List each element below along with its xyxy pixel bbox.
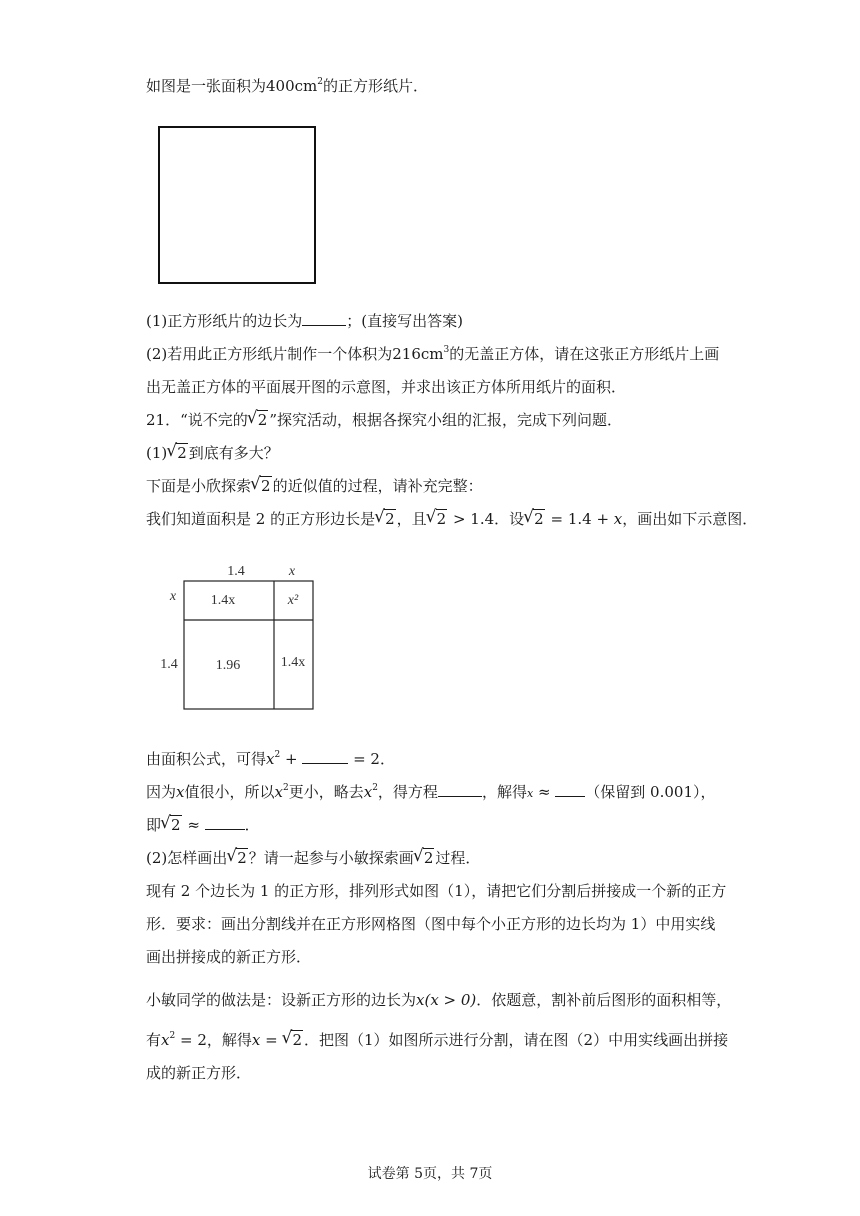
text: ≈ <box>182 816 205 834</box>
sqrt-symbol <box>414 848 435 868</box>
answer-blank[interactable] <box>555 782 585 797</box>
text: (1)正方形纸片的边长为 <box>146 312 303 330</box>
radicand: 2 <box>423 849 434 867</box>
cell-1-96: 1.96 <box>215 658 241 673</box>
text: 如图是一张面积为400cm <box>146 77 318 95</box>
variable-x: x <box>266 750 275 768</box>
text: 过程． <box>435 849 481 867</box>
radicand: 2 <box>177 444 187 462</box>
text: ． <box>244 816 260 834</box>
superscript: 2 <box>274 750 281 760</box>
radicand: 2 <box>385 510 395 528</box>
text: ．依题意，割补前后图形的面积相等， <box>476 991 732 1009</box>
answer-blank[interactable] <box>302 749 348 764</box>
variable-x: x <box>613 510 623 528</box>
sqrt-symbol <box>282 1030 303 1050</box>
text: ；(直接写出答案) <box>346 312 463 330</box>
sqrt-symbol <box>161 815 182 835</box>
text: 的正方形纸片． <box>323 77 429 95</box>
radicand: 2 <box>171 816 181 834</box>
text: ？请一起参与小敏探索画 <box>248 849 414 867</box>
superscript: 2 <box>169 1031 176 1041</box>
text: 更小，略去 <box>288 783 364 801</box>
question-2-line2: 出无盖正方体的平面展开图的示意图，并求出该正方体所用纸片的面积． <box>146 378 627 396</box>
superscript: 3 <box>443 345 450 355</box>
text: （保留到 0.001）， <box>585 783 716 801</box>
text: 21．“说不完的 <box>146 411 248 429</box>
text: 因为 <box>146 783 177 801</box>
superscript: 2 <box>282 783 289 793</box>
text: 下面是小欣探索 <box>146 477 252 495</box>
cell-1-4x-right: 1.4x <box>280 655 306 670</box>
text: 到底有多大？ <box>188 444 279 462</box>
radicand: 2 <box>261 477 271 495</box>
text: ．把图（1）如图所示进行分割，请在图（2）中用实线画出拼接 <box>304 1031 729 1049</box>
text: 我们知道面积是 2 的正方形边长是 <box>146 510 376 528</box>
answer-blank[interactable] <box>438 782 482 797</box>
radicand: 2 <box>257 411 268 429</box>
radicand: 2 <box>436 510 447 528</box>
top-label-x: x <box>288 564 296 579</box>
text: 值很小，所以 <box>184 783 275 801</box>
area-formula-line <box>146 749 395 769</box>
variable-x: x <box>526 787 534 800</box>
top-label-1-4: 1.4 <box>227 564 245 579</box>
variable-x: x <box>161 1031 170 1049</box>
text: = 1.4 + <box>545 510 614 528</box>
sqrt-approx-line <box>146 815 260 835</box>
math-expression: x(x > 0) <box>416 991 477 1009</box>
text: 即 <box>146 816 162 834</box>
text: ”探究活动，根据各探究小组的汇报，完成下列问题． <box>269 411 622 429</box>
text: = 2，解得 <box>175 1031 252 1049</box>
superscript: 2 <box>317 77 323 87</box>
text: ，画出如下示意图． <box>622 510 758 528</box>
text: 小敏同学的做法是：设新正方形的边长为 <box>146 991 417 1009</box>
radicand: 2 <box>534 510 544 528</box>
text: 的无盖正方体，请在这张正方形纸片上画 <box>449 345 720 363</box>
task-line-3: 画出拼接成的新正方形． <box>146 948 312 966</box>
xiaomin-method-line3: 成的新正方形． <box>146 1064 252 1082</box>
sqrt-symbol <box>227 848 248 868</box>
text: (2)若用此正方形纸片制作一个体积为216cm <box>146 345 444 363</box>
sub-question-2 <box>146 848 480 868</box>
text: 由面积公式，可得 <box>146 750 267 768</box>
text: (1) <box>146 444 168 462</box>
radicand: 2 <box>237 849 247 867</box>
text: 有 <box>146 1031 162 1049</box>
text: ，解得 <box>481 783 527 801</box>
text: ，得方程 <box>377 783 438 801</box>
text: ，且 <box>396 510 427 528</box>
xiaomin-method-line2 <box>146 1030 728 1050</box>
task-line-1: 现有 2 个边长为 1 的正方形，排列形式如图（1），请把它们分割后拼接成一个新的正方 <box>146 882 727 900</box>
left-label-1-4: 1.4 <box>160 657 178 672</box>
page-footer: 试卷第 5页，共 7页 <box>367 1166 493 1182</box>
task-line-2: 形．要求：画出分割线并在正方形网格图（图中每个小正方形的边长均为 1）中用实线 <box>146 915 716 933</box>
answer-blank[interactable] <box>205 815 245 830</box>
text: + <box>280 750 303 768</box>
text: = <box>260 1031 283 1049</box>
superscript: 2 <box>372 783 378 793</box>
approx-line <box>146 782 716 804</box>
radicand: 2 <box>292 1031 302 1049</box>
variable-x: x <box>363 783 373 801</box>
variable-x: x <box>176 783 185 801</box>
text: > 1.4．设 <box>448 510 525 528</box>
text: ≈ <box>533 783 556 801</box>
left-label-x: x <box>169 589 177 604</box>
text: = 2． <box>348 750 395 768</box>
cell-1-4x-top: 1.4x <box>210 593 236 608</box>
variable-x: x <box>274 783 283 801</box>
xiaomin-method-line1 <box>146 990 731 1010</box>
text: 的近似值的过程，请补充完整： <box>272 477 483 495</box>
variable-x: x <box>251 1031 261 1049</box>
text: (2)怎样画出 <box>146 849 228 867</box>
cell-x-squared: x² <box>287 593 299 608</box>
